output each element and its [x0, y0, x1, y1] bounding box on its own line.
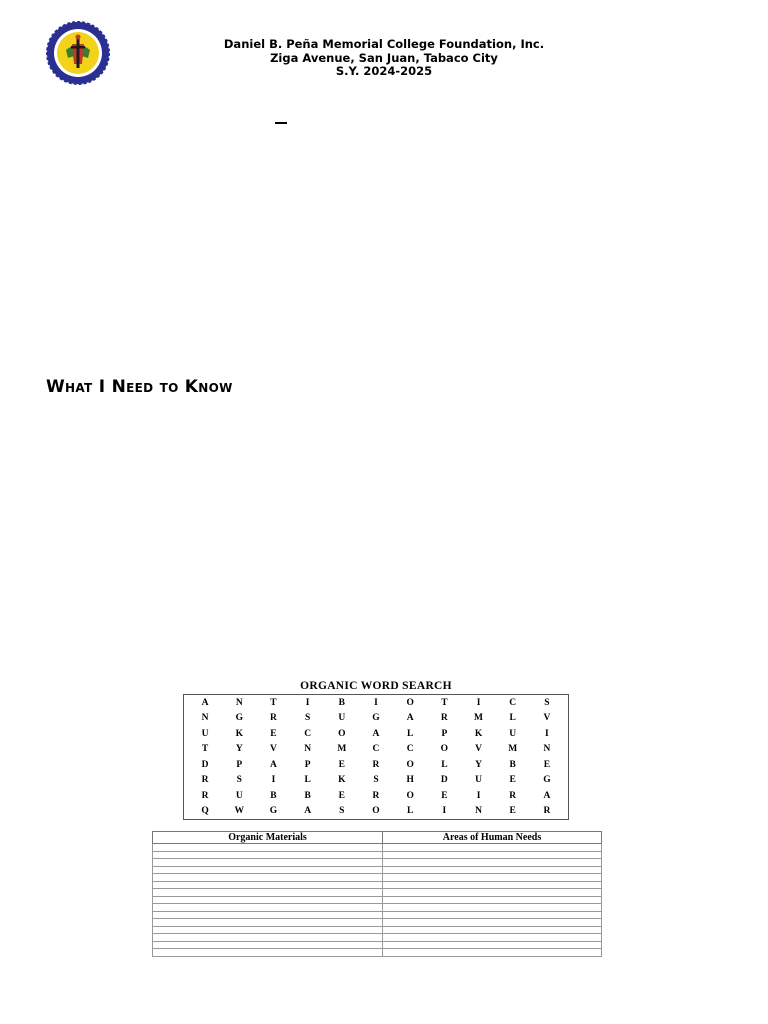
word-search-letter: T: [441, 697, 448, 708]
organic-material-cell[interactable]: [153, 911, 383, 919]
word-search-letter: R: [201, 775, 209, 786]
word-search-letter: I: [545, 728, 549, 739]
word-search-letter: K: [235, 728, 243, 739]
answer-table-row: [153, 926, 602, 934]
human-need-cell[interactable]: [383, 859, 602, 867]
word-search-letter: N: [475, 806, 482, 817]
answer-table-row: [153, 949, 602, 957]
word-search-letter: G: [269, 806, 278, 817]
word-search-letter: R: [372, 759, 380, 770]
answer-table-row: [153, 941, 602, 949]
word-search-letter: N: [304, 744, 312, 755]
organic-material-cell[interactable]: [153, 866, 383, 874]
word-search-letter: N: [201, 713, 209, 724]
word-search-letter: L: [407, 728, 414, 739]
word-search-letter: O: [440, 744, 449, 755]
document-header: [150, 38, 618, 79]
organic-material-cell[interactable]: [153, 844, 383, 852]
word-search-letter: L: [407, 806, 414, 817]
word-search-letter: I: [476, 790, 481, 801]
word-search-letter: L: [441, 759, 448, 770]
human-need-cell[interactable]: [383, 844, 602, 852]
answer-table-row: [153, 874, 602, 882]
word-search-letter: M: [474, 713, 484, 724]
organic-material-cell[interactable]: [153, 874, 383, 882]
word-search-letter: C: [509, 697, 517, 708]
word-search-letter: E: [543, 759, 551, 770]
institution-address: Ziga Avenue, San Juan, Tabaco City: [270, 50, 498, 65]
word-search-letter: E: [338, 790, 345, 801]
word-search-letter: O: [406, 697, 414, 708]
section-title: What I Need to Know: [46, 377, 233, 397]
word-search-letter: R: [372, 790, 380, 801]
word-search-letter: A: [372, 728, 380, 739]
word-search-letter: E: [509, 806, 516, 817]
organic-material-cell[interactable]: [153, 926, 383, 934]
human-need-cell[interactable]: [383, 941, 602, 949]
word-search-letter: D: [440, 775, 448, 786]
word-search-letter: G: [543, 775, 551, 786]
word-search-letter: M: [508, 744, 518, 755]
human-need-cell[interactable]: [383, 934, 602, 942]
word-search-letter: S: [236, 775, 242, 786]
word-search-letter: I: [305, 697, 310, 708]
word-search-letter: L: [509, 713, 516, 724]
word-search-letter: H: [406, 775, 414, 786]
word-search-letter: V: [270, 744, 277, 755]
word-search-letter: A: [304, 806, 312, 817]
human-need-cell[interactable]: [383, 911, 602, 919]
organic-material-cell[interactable]: [153, 904, 383, 912]
word-search-letter: T: [201, 744, 209, 755]
word-search-letter: C: [304, 728, 312, 739]
word-search-letter: N: [235, 697, 243, 708]
organic-material-cell[interactable]: [153, 919, 383, 927]
human-need-cell[interactable]: [383, 889, 602, 897]
word-search-letter: V: [543, 713, 551, 724]
word-search-letter: Y: [235, 744, 243, 755]
organic-material-cell[interactable]: [153, 859, 383, 867]
word-search-letter: W: [234, 806, 245, 817]
word-search-letter: A: [543, 790, 551, 801]
human-need-cell[interactable]: [383, 926, 602, 934]
word-search-grid: [183, 694, 569, 820]
word-search-letter: U: [338, 713, 346, 724]
word-search-letter: I: [374, 697, 378, 708]
word-search-letter: I: [271, 775, 276, 786]
human-need-cell[interactable]: [383, 851, 602, 859]
human-need-cell[interactable]: [383, 874, 602, 882]
word-search-letter: Y: [475, 759, 482, 770]
word-search-letter: P: [304, 759, 311, 770]
answer-table-row: [153, 859, 602, 867]
word-search-letter: K: [338, 775, 346, 786]
answer-table-row: [153, 889, 602, 897]
word-search-letter: B: [338, 697, 345, 708]
word-search-letter: L: [304, 775, 311, 786]
college-seal-logo: [42, 20, 114, 86]
word-search-letter: Q: [201, 806, 209, 817]
organic-material-cell[interactable]: [153, 881, 383, 889]
human-need-cell[interactable]: [383, 904, 602, 912]
word-search-letter: B: [509, 759, 516, 770]
word-search-letter: O: [406, 759, 414, 770]
word-search-letter: U: [475, 775, 482, 786]
word-search-letter: S: [339, 806, 345, 817]
blank-line-mark: [275, 122, 287, 124]
word-search-letter: P: [441, 728, 448, 739]
organic-material-cell[interactable]: [153, 851, 383, 859]
word-search-letter: I: [442, 806, 447, 817]
answer-table-row: [153, 866, 602, 874]
organic-materials-header: Organic Materials: [153, 832, 383, 844]
word-search-letter: C: [372, 744, 380, 755]
answer-table-row: [153, 896, 602, 904]
human-need-cell[interactable]: [383, 866, 602, 874]
word-search-letter: B: [270, 790, 277, 801]
school-year: S.Y. 2024-2025: [335, 64, 433, 78]
word-search-letter: U: [235, 790, 243, 801]
word-search-letter: O: [372, 806, 380, 817]
word-search-letter: U: [509, 728, 517, 739]
word-search-letter: D: [201, 759, 209, 770]
word-search-letter: A: [201, 697, 209, 708]
word-search-letter: P: [236, 759, 243, 770]
word-search-letter: S: [544, 697, 550, 708]
word-search-letter: E: [270, 728, 277, 739]
word-search-title: ORGANIC WORD SEARCH: [300, 680, 452, 692]
word-search-letter: E: [441, 790, 448, 801]
word-search-letter: G: [372, 713, 380, 724]
word-search-letter: O: [406, 790, 414, 801]
human-need-cell[interactable]: [383, 949, 602, 957]
organic-material-cell[interactable]: [153, 889, 383, 897]
answer-table-row: [153, 904, 602, 912]
word-search-letter: N: [543, 744, 551, 755]
word-search-letter: R: [509, 790, 517, 801]
word-search-letter: A: [406, 713, 414, 724]
word-search-letter: V: [475, 744, 482, 755]
areas-of-human-needs-header: Areas of Human Needs: [383, 832, 602, 844]
answer-table-row: [153, 881, 602, 889]
word-search-letter: M: [337, 744, 347, 755]
human-need-cell[interactable]: [383, 881, 602, 889]
word-search-letter: U: [201, 728, 209, 739]
word-search-letter: R: [201, 790, 209, 801]
answer-table-row: [153, 844, 602, 852]
word-search-letter: E: [509, 775, 516, 786]
organic-material-cell[interactable]: [153, 934, 383, 942]
word-search-letter: G: [235, 713, 243, 724]
word-search-letter: R: [270, 713, 277, 724]
word-search-letter: C: [406, 744, 414, 755]
organic-material-cell[interactable]: [153, 949, 383, 957]
word-search-letter: A: [270, 759, 277, 770]
human-need-cell[interactable]: [383, 919, 602, 927]
organic-material-cell[interactable]: [153, 896, 383, 904]
word-search-letter: B: [304, 790, 311, 801]
word-search-letter: S: [304, 713, 311, 724]
answer-table-row: [153, 911, 602, 919]
word-search-letter: T: [270, 697, 277, 708]
word-search-letter: I: [476, 697, 481, 708]
answer-table-row: [153, 851, 602, 859]
word-search-letter: R: [543, 806, 551, 817]
word-search-letter: R: [440, 713, 448, 724]
word-search-letter: K: [474, 728, 483, 739]
answer-table: [152, 831, 602, 957]
answer-table-header-row: [153, 832, 602, 844]
answer-table-row: [153, 919, 602, 927]
word-search-letter: E: [338, 759, 345, 770]
answer-table-row: [153, 934, 602, 942]
human-need-cell[interactable]: [383, 896, 602, 904]
word-search-letter: O: [338, 728, 346, 739]
organic-material-cell[interactable]: [153, 941, 383, 949]
institution-name: Daniel B. Peña Memorial College Foundation, Inc.: [223, 37, 545, 51]
word-search-letter: S: [373, 775, 379, 786]
